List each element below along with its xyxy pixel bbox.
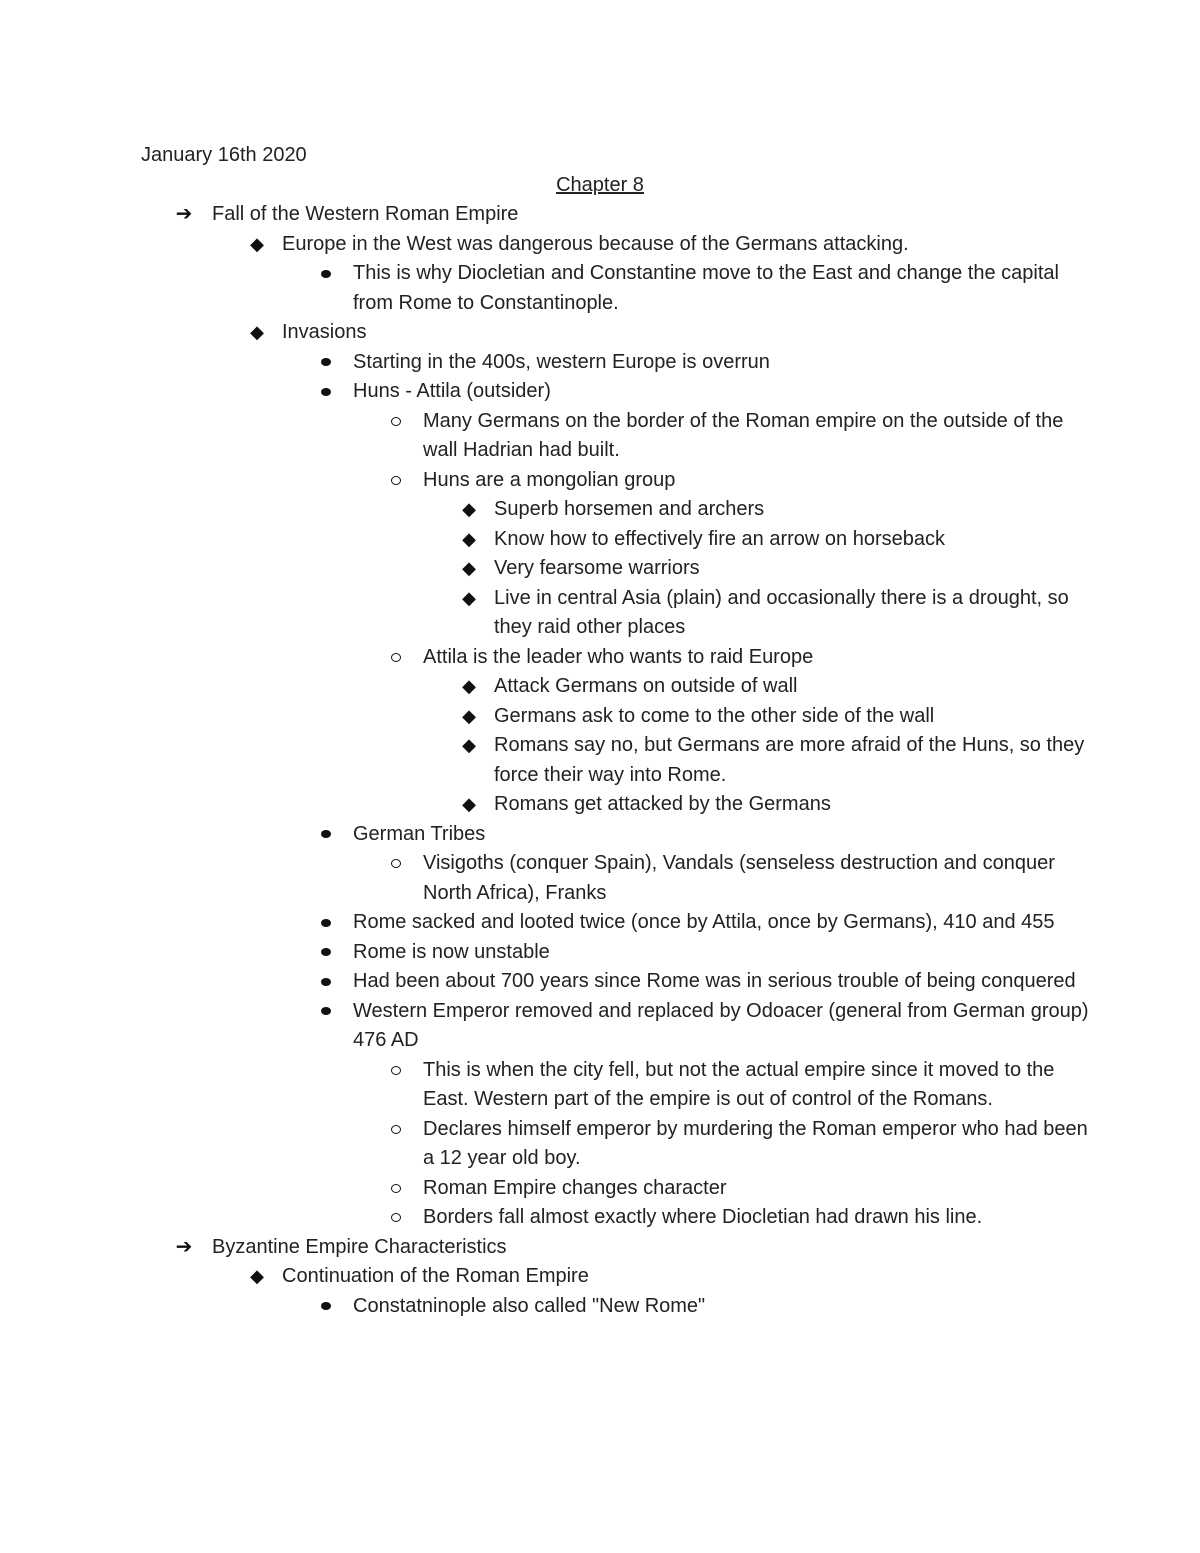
outline-list [0,200,1200,1321]
outline-item [0,1115,1200,1174]
outline-item-text: Western Emperor removed and replaced by Odoacer (general from German group) 476 AD [353,999,1089,1051]
filled-circle-icon [314,938,338,968]
diamond-icon: ◆ [462,587,476,608]
outline-item [0,790,1200,820]
filled-circle-icon [314,820,338,850]
right-arrow-icon: ➔ [175,203,193,225]
outline-item-text: Romans say no, but Germans are more afraid of the Huns, so they force their way into Rome. [494,734,1085,786]
outline-item-text: Roman Empire changes character [423,1176,727,1199]
filled-circle-icon [314,967,338,997]
outline-item-text: Had been about 700 years since Rome was in serious trouble of being conquered [353,970,1076,992]
outline-item-text: Germans ask to come to the other side of the wall [494,704,935,727]
hollow-circle-icon [384,849,408,879]
diamond-icon: ◆ [250,1266,264,1286]
outline-item-text: Attack Germans on outside of wall [494,675,798,697]
filled-circle-icon [314,908,338,938]
outline-item [0,643,1200,673]
outline-item-text: Live in central Asia (plain) and occasionally there is a drought, so they raid other places [494,586,1069,638]
outline-item-text: Starting in the 400s, western Europe is overrun [353,350,770,373]
outline-item [0,702,1200,732]
outline-item-text: Rome sacked and looted twice (once by Attila, once by Germans), 410 and 455 [353,911,1055,933]
outline-item-text: Borders fall almost exactly where Diocletian had drawn his line. [423,1206,983,1228]
outline-item-text: Attila is the leader who wants to raid Europe [423,645,814,668]
hollow-circle-icon [384,643,408,673]
outline-item-text: Very fearsome warriors [494,557,700,579]
outline-item [0,997,1200,1056]
hollow-circle-icon [384,1174,408,1204]
outline-item [0,1292,1200,1322]
document-date: January 16th 2020 [141,144,307,166]
outline-item-text: German Tribes [353,822,486,845]
outline-item [0,407,1200,466]
filled-circle-icon [314,259,338,289]
filled-circle-icon [314,1292,338,1322]
diamond-icon: ◆ [250,322,264,342]
outline-item [0,820,1200,850]
outline-item [0,967,1200,997]
hollow-circle-icon [384,1056,408,1086]
filled-circle-icon [314,348,338,378]
outline-item-text: Fall of the Western Roman Empire [212,203,519,225]
outline-item [0,938,1200,968]
diamond-icon: ◆ [462,705,476,726]
outline-item-text: This is when the city fell, but not the actual empire since it moved to the East. Western part of the empire is out of control of the Romans. [423,1058,1055,1110]
filled-circle-icon [314,997,338,1027]
outline-item-text: Declares himself emperor by murdering the Roman emperor who had been a 12 year old boy. [423,1117,1088,1169]
diamond-icon: ◆ [462,499,476,519]
hollow-circle-icon [384,1203,408,1233]
outline-item-text: Huns - Attila (outsider) [353,380,551,402]
outline-item [0,230,1200,260]
outline-item [0,731,1200,790]
outline-item [0,525,1200,555]
outline-item-text: This is why Diocletian and Constantine move to the East and change the capital from Rome to Constantinople. [353,262,1059,314]
hollow-circle-icon [384,1115,408,1145]
outline-item [0,1056,1200,1115]
filled-circle-icon [314,377,338,407]
hollow-circle-icon [384,466,408,496]
outline-item-text: Visigoths (conquer Spain), Vandals (senseless destruction and conquer North Africa), Franks [423,852,1055,904]
outline-item-text: Continuation of the Roman Empire [282,1265,589,1287]
outline-item-text: Rome is now unstable [353,940,550,963]
outline-item [0,259,1200,318]
outline-item [0,348,1200,378]
diamond-icon: ◆ [462,558,476,578]
outline-item-text: Byzantine Empire Characteristics [212,1235,507,1258]
outline-item [0,1203,1200,1233]
outline-item-text: Romans get attacked by the Germans [494,793,831,815]
diamond-icon: ◆ [462,676,476,696]
outline-item [0,849,1200,908]
outline-item [0,318,1200,348]
diamond-icon: ◆ [462,735,476,755]
outline-item [0,672,1200,702]
outline-item [0,1262,1200,1292]
hollow-circle-icon [384,407,408,437]
outline-item-text: Invasions [282,321,367,343]
right-arrow-icon: ➔ [175,1235,193,1258]
outline-item [0,554,1200,584]
outline-item [0,377,1200,407]
outline-item-text: Constatninople also called "New Rome" [353,1294,706,1317]
outline-item [0,466,1200,496]
diamond-icon: ◆ [462,528,476,549]
outline-item [0,908,1200,938]
diamond-icon: ◆ [250,233,264,254]
outline-item-text: Know how to effectively fire an arrow on horseback [494,527,945,550]
outline-item-text: Europe in the West was dangerous because of the Germans attacking. [282,232,909,255]
outline-item-text: Many Germans on the border of the Roman empire on the outside of the wall Hadrian had built. [423,409,1064,461]
outline-item [0,200,1200,230]
outline-item [0,1233,1200,1263]
outline-item-text: Superb horsemen and archers [494,498,765,520]
diamond-icon: ◆ [462,794,476,814]
document-title: Chapter 8 [556,174,644,196]
outline-item-text: Huns are a mongolian group [423,468,676,491]
outline-item [0,1174,1200,1204]
outline-item [0,495,1200,525]
outline-item [0,584,1200,643]
